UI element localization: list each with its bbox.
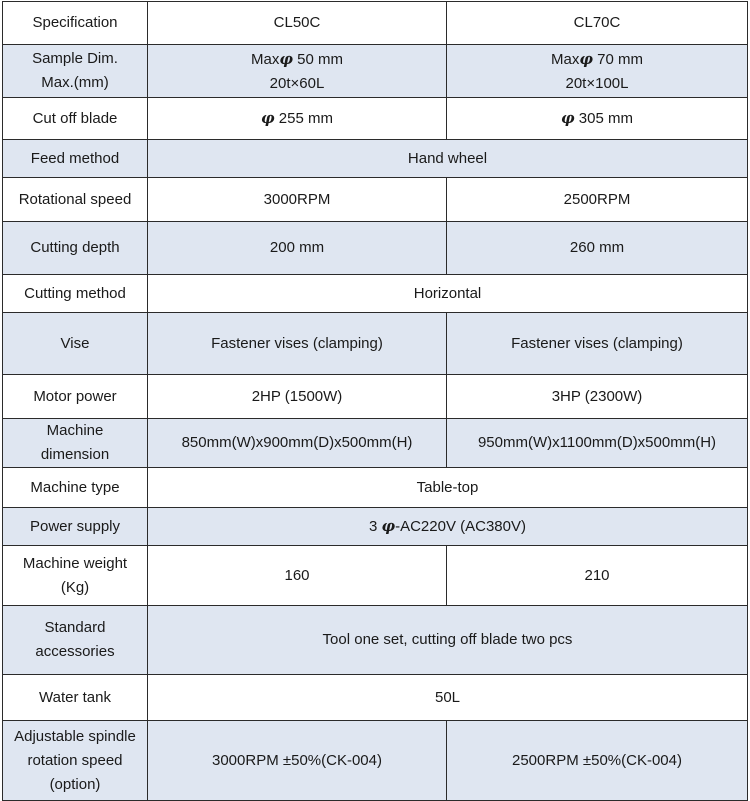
row-label: Standard accessories	[3, 606, 148, 675]
row-standard-accessories	[3, 606, 748, 675]
cell-shared: Hand wheel	[148, 140, 748, 178]
specification-table	[2, 1, 748, 801]
phi-symbol: φ	[381, 517, 396, 535]
row-label: Machine weight (Kg)	[3, 546, 148, 606]
row-label: Power supply	[3, 508, 148, 546]
cell-cl70c: 950mm(W)x1100mm(D)x500mm(H)	[447, 419, 748, 468]
cell-cl50c: 160	[148, 546, 447, 606]
header-row	[3, 2, 748, 45]
cell-shared: 3 φ-AC220V (AC380V)	[148, 508, 748, 546]
cell-cl50c: 3000RPM ±50%(CK-004)	[148, 721, 447, 801]
header-label: Specification	[3, 2, 148, 45]
row-vise	[3, 313, 748, 375]
cell-cl70c: 210	[447, 546, 748, 606]
row-cut-off-blade	[3, 98, 748, 140]
row-power-supply	[3, 508, 748, 546]
cell-cl70c: Fastener vises (clamping)	[447, 313, 748, 375]
phi-symbol: φ	[261, 109, 275, 127]
row-label: Cut off blade	[3, 98, 148, 140]
cell-cl50c: Maxφ 50 mm 20t×60L	[148, 45, 447, 98]
row-machine-type	[3, 468, 748, 508]
row-label: Adjustable spindle rotation speed (option)	[3, 721, 148, 801]
header-model-cl50c: CL50C	[148, 2, 447, 45]
row-machine-dimension	[3, 419, 748, 468]
cell-cl50c: 850mm(W)x900mm(D)x500mm(H)	[148, 419, 447, 468]
row-label: Cutting method	[3, 275, 148, 313]
row-label: Cutting depth	[3, 222, 148, 275]
row-label: Feed method	[3, 140, 148, 178]
cell-cl50c: 3000RPM	[148, 178, 447, 222]
cell-cl70c: Maxφ 70 mm 20t×100L	[447, 45, 748, 98]
row-label: Motor power	[3, 375, 148, 419]
cell-shared: Horizontal	[148, 275, 748, 313]
cell-cl50c: 2HP (1500W)	[148, 375, 447, 419]
row-spindle-rotation-speed	[3, 721, 748, 801]
row-cutting-method	[3, 275, 748, 313]
row-label: Sample Dim. Max.(mm)	[3, 45, 148, 98]
cell-cl70c: φ 305 mm	[447, 98, 748, 140]
cell-shared: Table-top	[148, 468, 748, 508]
header-model-cl70c: CL70C	[447, 2, 748, 45]
row-label: Machine type	[3, 468, 148, 508]
cell-shared: Tool one set, cutting off blade two pcs	[148, 606, 748, 675]
row-label: Machine dimension	[3, 419, 148, 468]
cell-cl70c: 2500RPM	[447, 178, 748, 222]
cell-cl50c: 200 mm	[148, 222, 447, 275]
cell-cl70c: 2500RPM ±50%(CK-004)	[447, 721, 748, 801]
phi-symbol: φ	[579, 49, 593, 68]
cell-shared: 50L	[148, 675, 748, 721]
row-cutting-depth	[3, 222, 748, 275]
cell-cl70c: 3HP (2300W)	[447, 375, 748, 419]
row-machine-weight	[3, 546, 748, 606]
cell-cl50c: Fastener vises (clamping)	[148, 313, 447, 375]
cell-cl70c: 260 mm	[447, 222, 748, 275]
row-water-tank	[3, 675, 748, 721]
row-rotational-speed	[3, 178, 748, 222]
phi-symbol: φ	[561, 109, 575, 127]
phi-symbol: φ	[279, 49, 293, 68]
row-label: Rotational speed	[3, 178, 148, 222]
row-feed-method	[3, 140, 748, 178]
cell-cl50c: φ 255 mm	[148, 98, 447, 140]
row-label: Vise	[3, 313, 148, 375]
row-sample-dim	[3, 45, 748, 98]
row-label: Water tank	[3, 675, 148, 721]
row-motor-power	[3, 375, 748, 419]
